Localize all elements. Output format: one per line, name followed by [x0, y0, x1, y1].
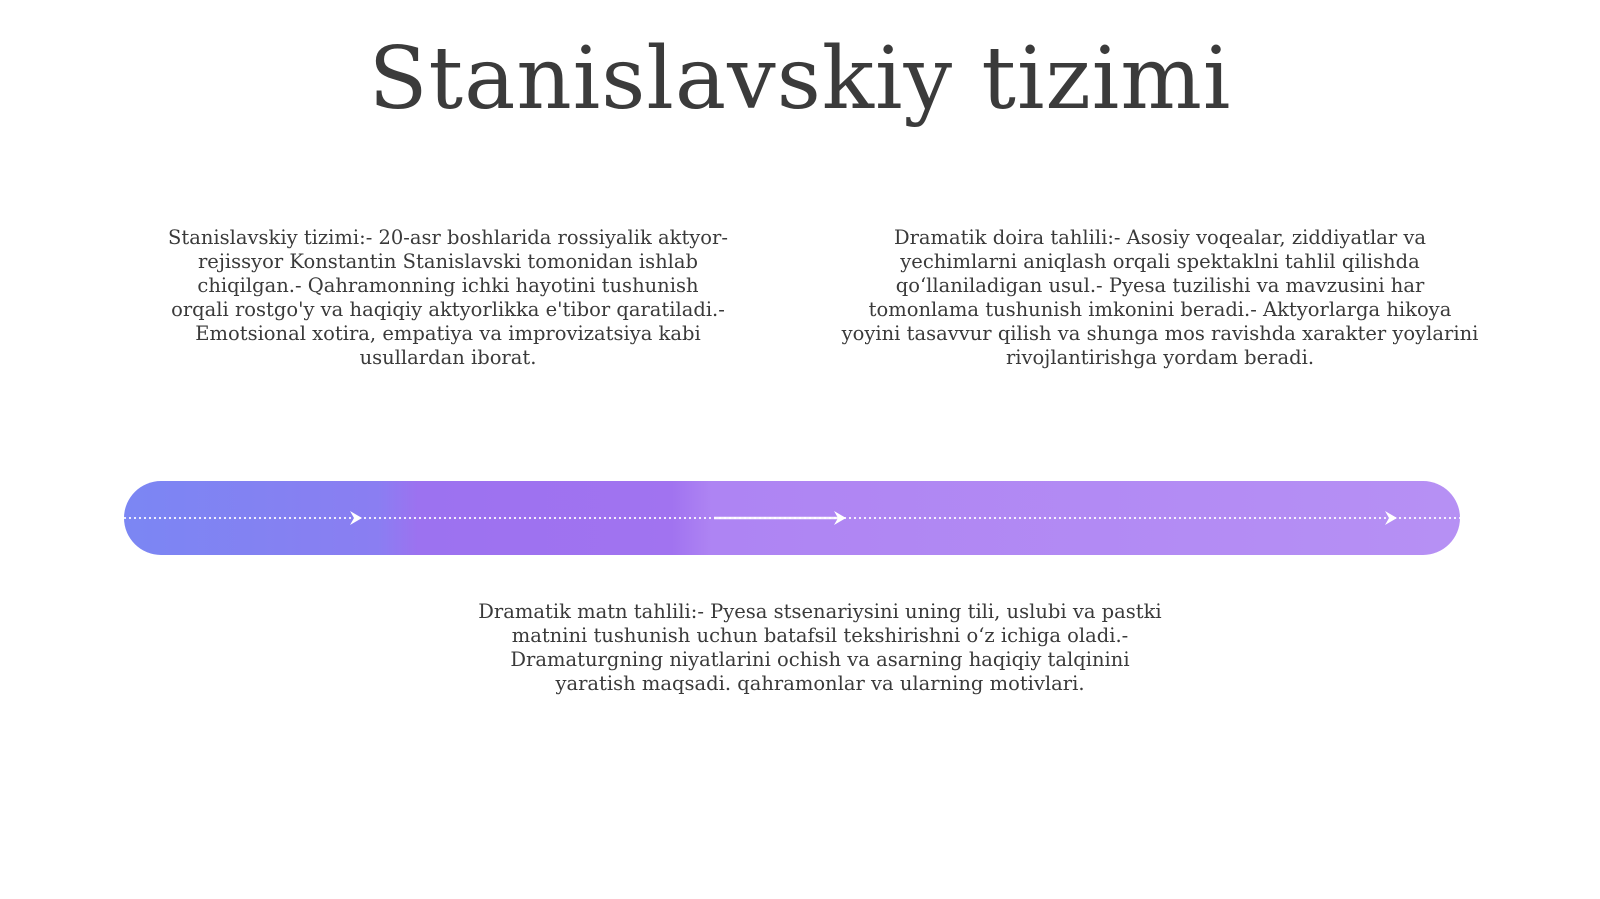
text-block-dramatik-doira: Dramatik doira tahlili:- Asosiy voqealar, ziddiyatlar va yechimlarni aniqlash orqali spektaklni tahlil qilishda qo‘llaniladigan usul.- Pyesa tuzilishi va mavzusini har tomonlama tushunish imkonini beradi.- Aktyorlarga hikoya yoyini tasavvur qilish va shunga mos ravishda xarakter yoylarini rivojlantirishga yordam beradi. [841, 226, 1479, 369]
text-block-stanislavskiy: Stanislavskiy tizimi:- 20-asr boshlarida rossiyalik aktyor-rejissyor Konstantin Stanislavski tomonidan ishlab chiqilgan.- Qahramonning ichki hayotini tushunish orqali rostgo'y va haqiqiy aktyorlikka e'tibor qaratiladi.- Emotsional xotira, empatiya va improvizatsiya kabi usullardan iborat. [168, 226, 728, 369]
timeline-bar [124, 481, 1460, 555]
slide-title: Stanislavskiy tizimi [368, 29, 1232, 129]
text-block-dramatik-matn: Dramatik matn tahlili:- Pyesa stsenariysini uning tili, uslubi va pastki matnini tushunish uchun batafsil tekshirishni o‘z ichiga oladi.- Dramaturgning niyatlarini ochish va asarning haqiqiy talqinini yaratish maqsadi. qahramonlar va ularning motivlari. [478, 600, 1162, 695]
